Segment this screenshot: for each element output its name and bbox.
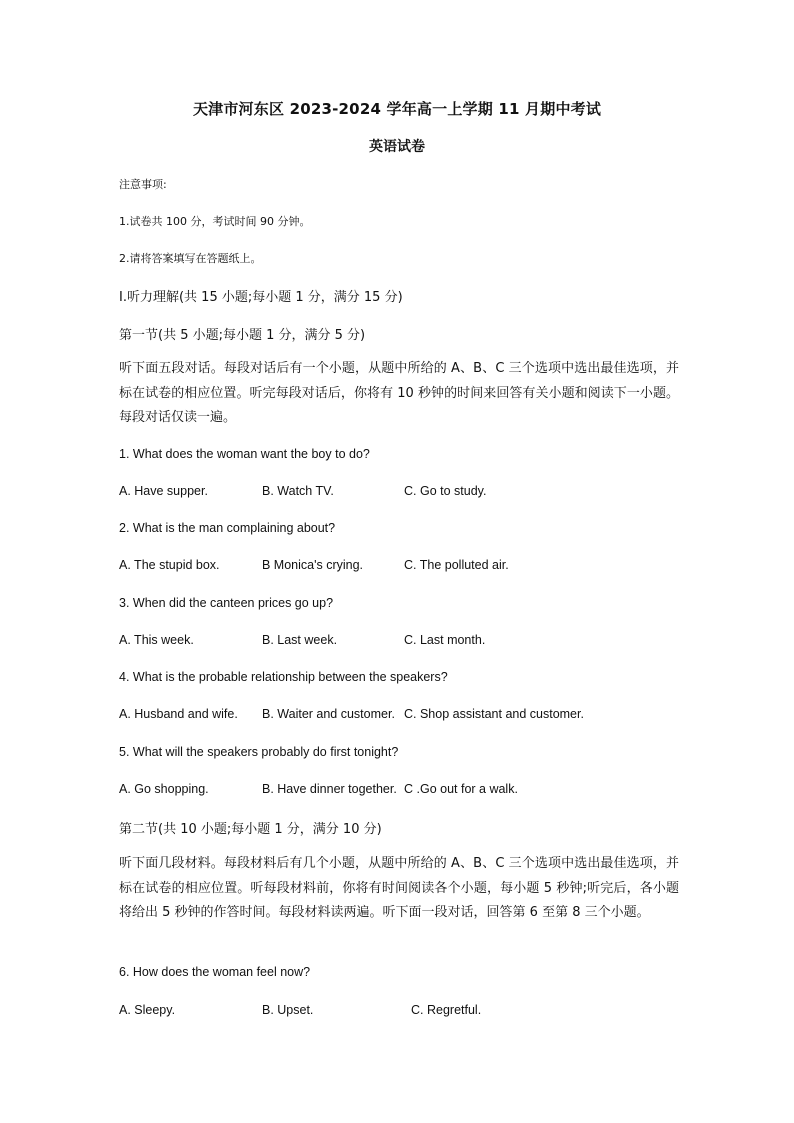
question-1-stem: 1. What does the woman want the boy to do?: [119, 447, 370, 461]
notice-heading: 注意事项:: [119, 178, 167, 191]
question-2-option-a: A. The stupid box.: [119, 558, 220, 572]
exam-title: 天津市河东区 2023-2024 学年高一上学期 11 月期中考试: [192, 100, 602, 118]
question-6-option-b: B. Upset.: [262, 1003, 314, 1017]
question-5-stem: 5. What will the speakers probably do first tonight?: [119, 745, 399, 759]
part-1-title: 第一节(共 5 小题;每小题 1 分，满分 5 分): [119, 328, 366, 343]
question-6-option-c: C. Regretful.: [411, 1003, 482, 1017]
question-3-stem: 3. When did the canteen prices go up?: [119, 596, 334, 610]
part-1-instructions: 听下面五段对话。每段对话后有一个小题，从题中所给的 A、B、C 三个选项中选出最佳选项，并标在试卷的相应位置。听完每段对话后，你将有 10 秒钟的时间来回答有关小题和阅读下一小题。每段对话仅读一遍。: [119, 361, 679, 425]
part-2-title: 第二节(共 10 小题;每小题 1 分，满分 10 分): [119, 822, 382, 837]
notice-item-2: 2.请将答案填写在答题纸上。: [119, 252, 262, 265]
question-5-option-a: A. Go shopping.: [119, 782, 209, 796]
part-2-instructions: 听下面几段材料。每段材料后有几个小题，从题中所给的 A、B、C 三个选项中选出最佳选项，并标在试卷的相应位置。听每段材料前，你将有时间阅读各个小题，每小题 5 秒钟;听完后，各小题将给出 5 秒钟的作答时间。每段材料读两遍。听下面一段对话，回答第 6 至第 8 三个小题。: [119, 856, 679, 920]
section-title-listening: Ⅰ.听力理解(共 15 小题;每小题 1 分，满分 15 分): [119, 290, 403, 305]
question-2-option-c: C. The polluted air.: [404, 558, 509, 572]
question-4-option-a: A. Husband and wife.: [119, 707, 238, 721]
question-1-option-c: C. Go to study.: [404, 484, 487, 498]
question-4-stem: 4. What is the probable relationship between the speakers?: [119, 670, 448, 684]
question-3-option-c: C. Last month.: [404, 633, 486, 647]
question-4-option-c: C. Shop assistant and customer.: [404, 707, 584, 721]
notice-item-1: 1.试卷共 100 分，考试时间 90 分钟。: [119, 215, 311, 228]
question-3-option-b: B. Last week.: [262, 633, 338, 647]
question-6-stem: 6. How does the woman feel now?: [119, 965, 311, 979]
question-6-option-a: A. Sleepy.: [119, 1003, 176, 1017]
question-1-option-a: A. Have supper.: [119, 484, 208, 498]
exam-subtitle: 英语试卷: [369, 139, 425, 155]
question-2-option-b: B Monica's crying.: [262, 558, 364, 572]
question-1-option-b: B. Watch TV.: [262, 484, 334, 498]
question-2-stem: 2. What is the man complaining about?: [119, 521, 336, 535]
question-4-option-b: B. Waiter and customer.: [262, 707, 395, 721]
question-5-option-b: B. Have dinner together.: [262, 782, 397, 796]
question-3-option-a: A. This week.: [119, 633, 194, 647]
question-5-option-c: C .Go out for a walk.: [404, 782, 518, 796]
